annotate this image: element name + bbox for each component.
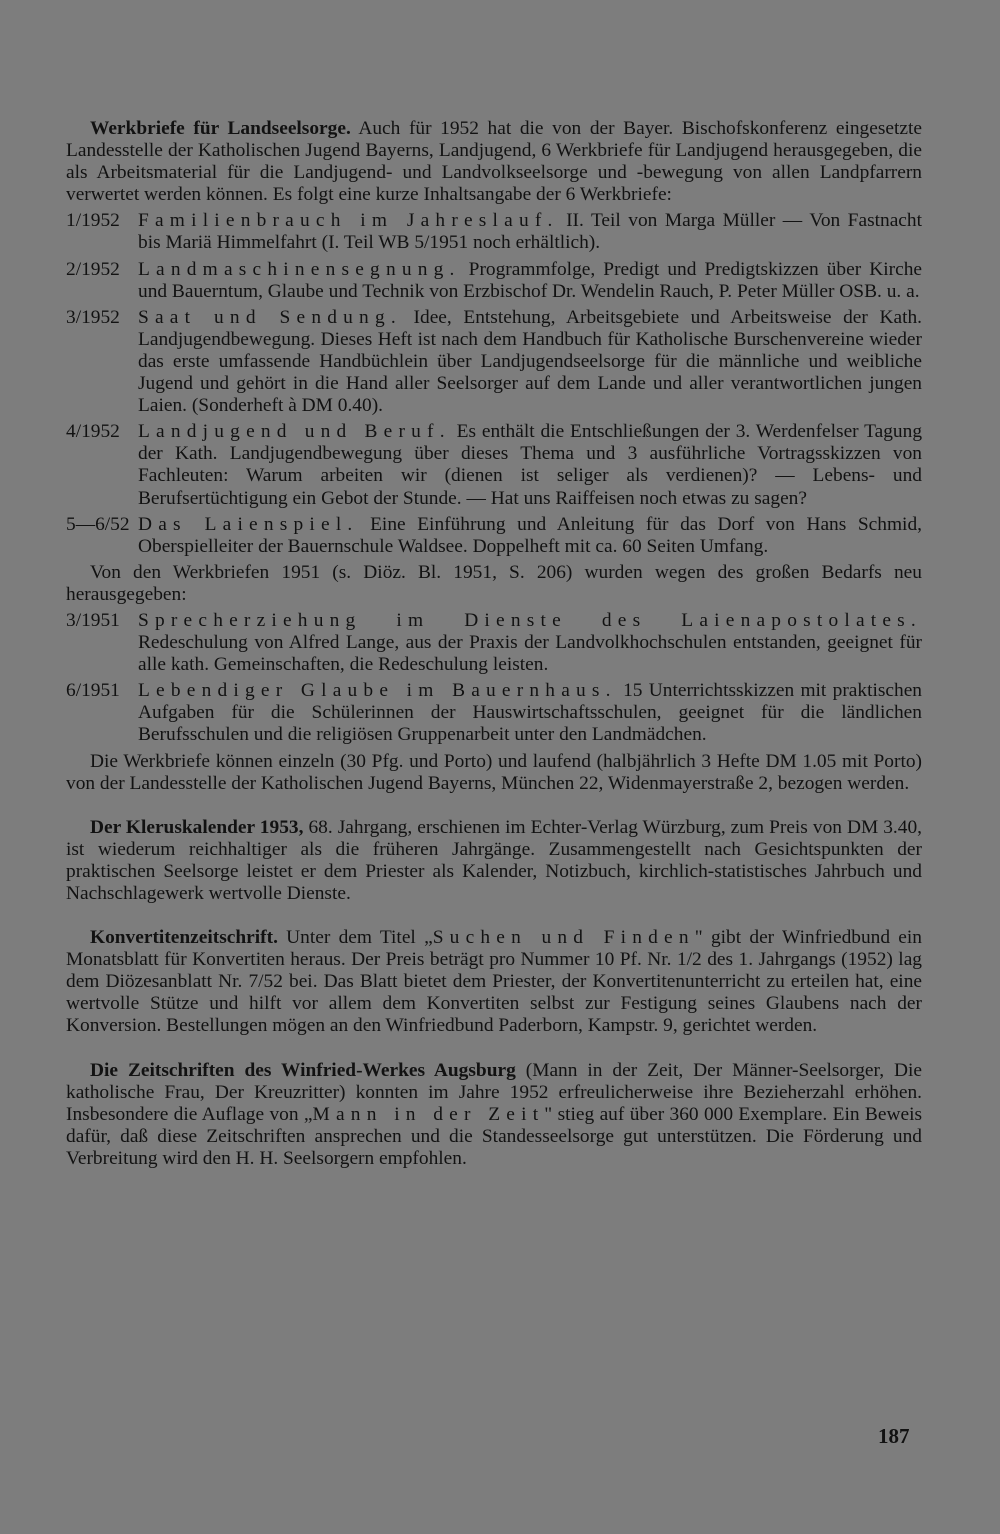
konvertiten-text-after: " gibt der Winfriedbund ein Monatsblatt für Konvertiten heraus. Der Preis beträgt pro Nummer 10 Pf. Nr. 1/2 des 1. Jahrgangs (1952) lag dem Diözesanblatt Nr. 7/52 bei. Das Blatt bietet dem Priester, der Konvertitenunterricht zu erteilen hat, eine wertvolle Stütze und hilft vor allem dem Konvertiten selbst zur Festigung seines Glaubens nach der Konversion. Bestellungen mögen an den Winfriedbund Paderborn, Kampstr. 9, gerichtet werden. [66, 927, 922, 1037]
item-number: 1/1952 [66, 210, 120, 232]
item-title: Saat und Sendung. [138, 306, 402, 328]
winfried-text-after: " stieg auf über 360 000 Exemplare. Ein Beweis dafür, daß diese Zeitschriften ansprechen und die Standesseelsorge gut unterstützen. Die Förderung und Verbreitung wird den H. H. Seelsorgern empfohlen. [66, 1103, 922, 1169]
section-gap [66, 1038, 922, 1060]
item-text: II. Teil von Marga Müller — Von Fastnacht bis Mariä Himmelfahrt (I. Teil WB 5/1951 noch erhältlich). [138, 210, 922, 254]
item-title: Landjugend und Beruf. [138, 421, 451, 443]
intro-paragraph [66, 118, 922, 206]
kalender-paragraph [66, 817, 922, 905]
section-gap [66, 905, 922, 927]
item-number: 3/1951 [66, 609, 120, 631]
kalender-text: 68. Jahrgang, erschienen im Echter-Verlag Würzburg, zum Preis von DM 3.40, ist wiederum reichhaltiger als die früheren Jahrgänge. Zusammengestellt nach Gesichtspunkten der praktischen Seelsorge leistet er dem Priester als Kalender, Notizbuch, kirchlich-statistisches Jahrbuch und Nachschlagewerk wertvolle Dienste. [66, 816, 923, 904]
item-text: Programmfolge, Predigt und Predigtskizzen über Kirche und Bauerntum, Glaube und Technik von Erzbischof Dr. Wendelin Rauch, P. Peter Müller OSB. u. a. [138, 258, 922, 302]
item-text: 15 Unterrichtsskizzen mit praktischen Aufgaben für die Schülerinnen der Hauswirtschaftsschulen, geeignet für die ländlichen Berufsschulen und die religiösen Gruppenarbeit unter den Landmädchen. [138, 680, 923, 746]
item-text: Redeschulung von Alfred Lange, aus der Praxis der Landvolkhochschulen entstanden, geeignet für alle kath. Gemeinschaften, die Redeschulung leisten. [138, 632, 922, 676]
item-number: 6/1951 [66, 680, 120, 702]
item-text: Idee, Entstehung, Arbeitsgebiete und Arbeitsweise der Kath. Landjugendbewegung. Dieses Heft ist nach dem Handbuch für Katholische Burschenvereine wieder das erste umfassende Handbüchlein über Landjugendseelsorge für die männliche und weibliche Jugend und gehört in die Hand aller Seelsorger auf dem Lande und aller verantwortlichen jungen Laien. (Sonderheft à DM 0.40). [138, 306, 922, 417]
item-text: Eine Einführung und Anleitung für das Dorf von Hans Schmid, Oberspielleiter der Bauernschule Waldsee. Doppelheft mit ca. 60 Seiten Umfang. [138, 513, 922, 557]
item-number: 2/1952 [66, 258, 120, 280]
item-number: 4/1952 [66, 421, 120, 443]
list-item [66, 610, 922, 676]
konvertiten-text-before: Unter dem Titel „ [277, 927, 433, 949]
order-paragraph: Die Werkbriefe können einzeln (30 Pfg. und Porto) und laufend (halbjährlich 3 Hefte DM 1.05 mit Porto) von der Landesstelle der Katholischen Jugend Bayerns, München 22, Widenmayerstraße 2, bezogen werden. [66, 750, 922, 794]
item-number: 5—6/52 [66, 513, 130, 535]
section-gap [66, 795, 922, 817]
list-1951 [66, 610, 922, 747]
winfried-text-before: (Mann in der Zeit, Der Männer-Seelsorger, Die katholische Frau, Der Kreuzritter) konnten im Jahre 1952 erfreulicherweise ihre Bezieherzahl erhöhen. Insbesondere die Auflage von „ [66, 1059, 923, 1125]
intro-text: Auch für 1952 hat die von der Bayer. Bischofskonferenz eingesetzte Landesstelle der Katholischen Jugend Bayerns, Landjugend, 6 Werkbriefe für Landjugend herausgegeben, die als Arbeitsmaterial für die Landjugend- und Landvolkseelsorge und -bewegung von allen Landpfarrern verwertet werden können. Es folgt eine kurze Inhaltsangabe der 6 Werkbriefe: [66, 118, 922, 206]
list-item [66, 307, 922, 417]
list-item [66, 680, 922, 746]
item-title: Landmaschinensegnung. [138, 258, 461, 280]
item-text: Es enthält die Entschließungen der 3. Werdenfelser Tagung der Kath. Landjugendbewegung über dieses Thema und 3 ausführliche Vortragsskizzen von Fachleuten: Warum arbeiten wir (dienen ist seliger als verdienen)? — Lebens- und Berufsertüchtigung ein Gebot der Stunde. — Hat uns Raiffeisen noch etwas zu sagen? [138, 421, 923, 509]
section-heading-konvertiten: Konvertitenzeitschrift. [90, 927, 278, 949]
page-content [66, 118, 922, 1170]
winfried-title: Mann in der Zeit [312, 1103, 545, 1125]
list-item [66, 514, 922, 558]
reissue-paragraph: Von den Werkbriefen 1951 (s. Diöz. Bl. 1951, S. 206) wurden wegen des großen Bedarfs neu herausgegeben: [66, 561, 922, 605]
winfried-paragraph [66, 1060, 922, 1170]
item-title: Sprecherziehung im Dienste des Laienapostolates. [138, 609, 922, 631]
section-heading-werkbriefe: Werkbriefe für Landseelsorge. [90, 118, 351, 139]
item-title: Lebendiger Glaube im Bauernhaus. [138, 680, 617, 702]
list-1952 [66, 210, 922, 557]
item-title: Das Laienspiel. [138, 513, 359, 535]
item-number: 3/1952 [66, 306, 120, 328]
list-item [66, 259, 922, 303]
konvertiten-title: Suchen und Finden [432, 927, 695, 949]
page-number: 187 [878, 1424, 910, 1448]
section-heading-kalender: Der Kleruskalender 1953, [90, 816, 304, 838]
list-item [66, 421, 922, 509]
section-heading-winfried: Die Zeitschriften des Winfried-Werkes Augsburg [90, 1059, 516, 1081]
konvertiten-paragraph [66, 927, 922, 1037]
list-item [66, 210, 922, 254]
item-title: Familienbrauch im Jahreslauf. [138, 210, 559, 232]
